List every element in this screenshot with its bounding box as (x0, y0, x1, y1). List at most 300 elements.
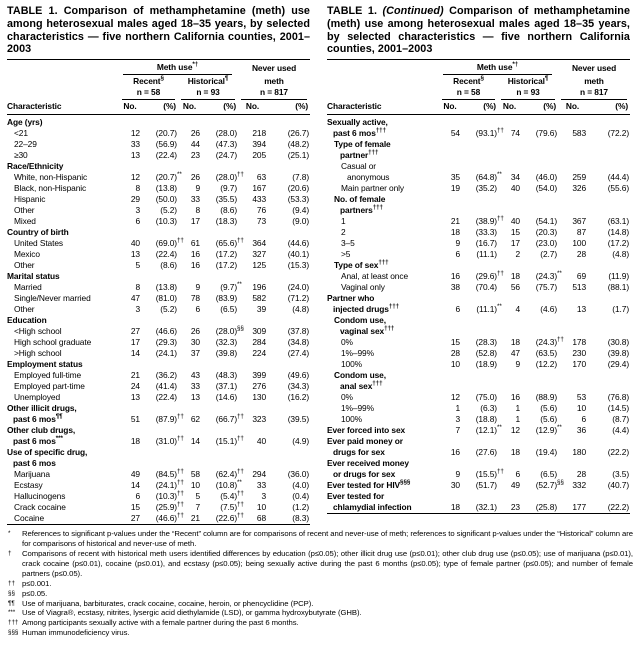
cell-percent: (11.1)** (476, 303, 502, 315)
cell-count: 582 (252, 293, 267, 304)
cell-percent: (13.8) (155, 183, 177, 194)
footnote (7, 628, 633, 638)
cell-count: 47 (510, 348, 520, 359)
footnote-symbol: §§§ (8, 629, 19, 637)
cell-count: 40 (510, 216, 520, 227)
row-label: Mixed (14, 216, 36, 227)
table-row (327, 216, 630, 227)
cell-percent: (34.8) (287, 337, 310, 348)
table-row (327, 414, 630, 425)
cell-count: 18 (130, 436, 140, 447)
cell-count: 7 (455, 425, 460, 436)
cell-count: 327 (252, 249, 267, 260)
row-label: Age (yrs) (7, 117, 43, 128)
cell-count: 76 (256, 205, 267, 216)
cell-percent: (28.0) (215, 128, 238, 139)
cell-count: 9 (195, 282, 200, 293)
footnote-symbol: ¶¶ (8, 599, 15, 607)
cell-percent: (2.7) (540, 249, 558, 260)
cell-percent: (5.2) (160, 304, 177, 315)
cell-percent: (93.1)†† (475, 127, 504, 139)
footnote (7, 599, 633, 609)
table-row (7, 183, 310, 194)
cell-percent: (22.6)†† (215, 512, 244, 524)
cell-count: 6 (135, 216, 140, 227)
cell-percent: (20.7)** (155, 171, 182, 183)
table-group-row (327, 370, 630, 392)
cell-count: 33 (256, 480, 267, 491)
cell-percent: (70.4) (475, 282, 497, 293)
cell-percent: (29.6)†† (475, 270, 504, 282)
cell-count: 19 (450, 183, 460, 194)
table-row (7, 392, 310, 403)
row-label: Crack cocaine (14, 502, 66, 513)
row-label: ≥30 (14, 150, 28, 161)
cell-count: 56 (510, 282, 520, 293)
row-label: Hispanic (14, 194, 46, 205)
column-header-pct: (%) (521, 100, 558, 115)
cell-percent: (51.7) (475, 480, 497, 491)
table-row (327, 425, 630, 436)
cell-percent: (18.9) (475, 359, 497, 370)
footnote-marker: ††† (372, 380, 383, 388)
table-row (7, 172, 310, 183)
cell-percent: (22.4) (155, 249, 177, 260)
cell-percent: (5.6) (540, 403, 558, 414)
cell-count: 28 (576, 249, 587, 260)
cell-count: 30 (450, 480, 460, 491)
cell-count: 6 (455, 249, 460, 260)
table-row (7, 502, 310, 513)
column-subgroup-never-used: meth n = 817 (558, 75, 630, 100)
cell-count: 73 (256, 216, 267, 227)
cell-percent: (54.0) (535, 183, 558, 194)
cell-percent: (20.6) (287, 183, 310, 194)
cell-percent: (11.1) (476, 249, 497, 260)
row-label: Country of birth (7, 227, 69, 238)
cell-count: 23 (190, 150, 200, 161)
cell-count: 4 (515, 304, 520, 315)
data-table (7, 59, 310, 525)
row-label: Marijuana (14, 469, 50, 480)
table-row (327, 161, 630, 183)
table-row (7, 304, 310, 315)
row-label: 1%–99% (341, 403, 374, 414)
cell-percent: (75.0) (475, 392, 497, 403)
cell-count: 6 (515, 469, 520, 480)
cell-percent: (64.8)** (475, 171, 502, 183)
row-label: Anal, at least once (341, 271, 409, 282)
table-row (327, 183, 630, 194)
row-label: >High school (14, 348, 62, 359)
cell-count: 399 (252, 370, 267, 381)
cell-percent: (22.4) (155, 150, 177, 161)
cell-count: 14 (190, 436, 200, 447)
cell-percent: (37.1) (215, 381, 238, 392)
cell-count: 326 (572, 183, 587, 194)
row-label: Ever tested for chlamydial infection (327, 491, 412, 513)
cell-percent: (25.8) (535, 502, 558, 513)
cell-percent: (3.5) (612, 469, 630, 480)
cell-count: 9 (515, 359, 520, 370)
cell-count: 13 (130, 392, 140, 403)
cell-count: 39 (256, 304, 267, 315)
table-group-row (327, 139, 630, 161)
table-row (7, 150, 310, 161)
cell-count: 130 (252, 392, 267, 403)
row-label: Hallucinogens (14, 491, 66, 502)
cell-percent: (4.6) (540, 304, 558, 315)
cell-percent: (35.5) (215, 194, 238, 205)
column-group-meth-use: Meth use*† (439, 60, 558, 76)
cell-count: 6 (135, 491, 140, 502)
footnote-marker: *** (55, 435, 63, 443)
table-title-right-rest: Comparison of methamphetamine (meth) use among heterosexual males aged 18–35 years, by selected characteristics — five northern California counties, 2001–2003 (327, 5, 631, 56)
row-label: Condom use, vaginal sex††† (334, 315, 395, 337)
cell-percent: (32.1) (475, 502, 497, 513)
cell-count: 24 (130, 381, 140, 392)
column-subgroup-historical: Historical¶ n = 93 (498, 75, 558, 100)
cell-count: 21 (130, 370, 140, 381)
table-group-row (7, 271, 310, 282)
cell-count: 43 (190, 370, 200, 381)
cell-count: 40 (256, 436, 267, 447)
cell-count: 16 (450, 271, 460, 282)
row-label: Unemployed (14, 392, 61, 403)
cell-percent: (22.2) (607, 502, 630, 513)
row-label: No. of female partners††† (334, 194, 386, 216)
row-label: Type of sex††† (334, 259, 389, 271)
cell-percent: (17.2) (215, 249, 238, 260)
cell-count: 12 (130, 128, 140, 139)
cell-count: 53 (576, 392, 587, 403)
row-label: Vaginal only (341, 282, 385, 293)
cell-percent: (10.8)** (215, 479, 242, 491)
table-row (327, 293, 630, 315)
footnote-text: Use of marijuana, barbiturates, crack cocaine, cocaine, heroin, or phencyclidine (PCP). (22, 598, 314, 608)
cell-count: 6 (455, 304, 460, 315)
cell-percent: (83.9) (215, 293, 238, 304)
cell-percent: (5.6) (540, 414, 558, 425)
cell-count: 13 (576, 304, 587, 315)
cell-percent: (40.7) (607, 480, 630, 491)
table-row (7, 348, 310, 359)
row-label: Mexico (14, 249, 40, 260)
footnote-text: Among participants sexually active with a female partner during the past 6 months. (22, 618, 299, 628)
table-title-right-prefix: TABLE 1. (327, 5, 383, 17)
cell-count: 3 (135, 205, 140, 216)
cell-count: 8 (135, 183, 140, 194)
table-group-row (327, 315, 630, 337)
cell-percent: (0.4) (292, 491, 310, 502)
cell-percent: (66.7)†† (215, 413, 244, 425)
cell-count: 167 (252, 183, 267, 194)
row-label: >5 (341, 249, 351, 260)
table-row (7, 249, 310, 260)
table-row (7, 293, 310, 304)
cell-count: 54 (450, 128, 460, 139)
cell-percent: (71.2) (287, 293, 310, 304)
cell-count: 18 (450, 502, 460, 513)
row-label: Single/Never married (14, 293, 91, 304)
cell-count: 13 (130, 150, 140, 161)
footnotes (7, 529, 633, 638)
footnote-marker: §§§ (400, 479, 411, 487)
column-header-pct: (%) (141, 100, 178, 115)
cell-percent: (63.1) (607, 216, 630, 227)
cell-percent: (4.9) (292, 436, 310, 447)
cell-percent: (8.3) (292, 513, 310, 524)
table-row (327, 249, 630, 260)
footnote-text: Comparisons of recent with historical meth users identified differences by education (p≤0.05); other illicit drug use (p≤0.01); other club drug use (p≤0.05); use of marijuana (p≤0.01), crack cocaine (p≤0.01), cocaine (p≤0.01), and ecstasy (p≤0.05); being sexually active during the past 6 months (p≤0.05); type of female partner (p≤0.05); and number of female partners (p≤0.05). (22, 549, 633, 578)
cell-percent: (17.2) (215, 260, 238, 271)
cell-percent: (15.3) (287, 260, 310, 271)
cell-count: 3 (135, 304, 140, 315)
table-group-row (7, 315, 310, 326)
cell-count: 12 (450, 392, 460, 403)
cell-percent: (49.6) (287, 370, 310, 381)
cell-count: 367 (572, 216, 587, 227)
row-label: Ever received money or drugs for sex (327, 458, 409, 480)
row-label: 1%–99% (341, 348, 374, 359)
cell-percent: (53.3) (287, 194, 310, 205)
cell-count: 49 (510, 480, 520, 491)
table-group-row (7, 161, 310, 172)
table-row (7, 469, 310, 480)
row-label: 0% (341, 392, 353, 403)
cell-count: 583 (572, 128, 587, 139)
cell-percent: (6.3) (480, 403, 497, 414)
cell-percent: (52.7)§§ (535, 479, 564, 491)
row-label: 2 (341, 227, 346, 238)
table-row (7, 370, 310, 381)
cell-count: 16 (510, 392, 520, 403)
cell-count: 16 (190, 249, 200, 260)
cell-percent: (28.0)§§ (215, 325, 244, 337)
cell-percent: (48.2) (287, 139, 310, 150)
table-panel-left (7, 5, 310, 525)
cell-percent: (24.1) (155, 348, 177, 359)
cell-percent: (55.6) (607, 183, 630, 194)
cell-count: 15 (450, 337, 460, 348)
cell-count: 18 (510, 447, 520, 458)
cell-count: 78 (190, 293, 200, 304)
row-label: Education (7, 315, 47, 326)
cell-count: 513 (572, 282, 587, 293)
cell-count: 14 (130, 348, 140, 359)
cell-percent: (39.5) (287, 414, 310, 425)
table-row (327, 458, 630, 480)
cell-count: 18 (510, 337, 520, 348)
cell-percent: (33.3) (475, 227, 497, 238)
row-label: Employed part-time (14, 381, 85, 392)
cell-count: 9 (455, 469, 460, 480)
cell-percent: (24.0) (287, 282, 310, 293)
cell-count: 62 (190, 414, 200, 425)
cell-percent: (7.5)†† (220, 501, 244, 513)
cell-percent: (54.1) (535, 216, 558, 227)
cell-count: 196 (252, 282, 267, 293)
cell-percent: (62.4)†† (215, 468, 244, 480)
column-header-no: No. (558, 100, 587, 115)
cell-percent: (20.3) (535, 227, 558, 238)
row-label: Ecstasy (14, 480, 43, 491)
footnote-marker: ¶¶ (55, 413, 63, 421)
table-title-continued: (Continued) (382, 5, 444, 17)
cell-percent: (4.0) (292, 480, 310, 491)
row-label: Main partner only (341, 183, 405, 194)
cell-count: 10 (450, 359, 460, 370)
cell-count: 5 (195, 491, 200, 502)
cell-count: 2 (515, 249, 520, 260)
table-row (327, 227, 630, 238)
cell-percent: (24.7) (215, 150, 238, 161)
row-label: 0% (341, 337, 353, 348)
column-header-no: No. (238, 100, 267, 115)
cell-percent: (56.9) (155, 139, 177, 150)
cell-percent: (31.0)†† (155, 435, 184, 447)
row-label: Other (14, 205, 35, 216)
cell-percent: (84.5)†† (155, 468, 184, 480)
footnote-marker: § (480, 75, 484, 83)
cell-count: 218 (252, 128, 267, 139)
cell-count: 26 (190, 172, 200, 183)
cell-count: 33 (130, 139, 140, 150)
cell-count: 37 (190, 348, 200, 359)
cell-percent: (24.3)†† (535, 336, 564, 348)
cell-count: 6 (581, 414, 587, 425)
cell-count: 27 (130, 513, 140, 524)
cell-percent: (15.5)†† (475, 468, 504, 480)
row-label: 3–5 (341, 238, 355, 249)
cell-percent: (37.8) (287, 326, 310, 337)
table-row (327, 337, 630, 348)
cell-percent: (47.3) (215, 139, 238, 150)
cell-count: 309 (252, 326, 267, 337)
cell-count: 18 (510, 271, 520, 282)
cell-percent: (36.0) (287, 469, 310, 480)
cell-percent: (14.6) (215, 392, 238, 403)
table-row (327, 392, 630, 403)
cell-count: 12 (130, 172, 140, 183)
footnote-symbol: *** (8, 609, 16, 617)
footnote-marker: ††† (368, 149, 379, 157)
column-header-pct: (%) (587, 100, 630, 115)
cell-percent: (11.9) (608, 271, 630, 282)
row-label: Marital status (7, 271, 60, 282)
row-label: Other (14, 260, 35, 271)
cell-percent: (14.5) (607, 403, 630, 414)
cell-count: 294 (252, 469, 267, 480)
cell-count: 180 (572, 447, 587, 458)
cell-percent: (14.8) (607, 227, 630, 238)
cell-count: 9 (455, 238, 460, 249)
cell-count: 5 (135, 260, 140, 271)
row-label: <High school (14, 326, 62, 337)
row-label: Ever paid money or drugs for sex (327, 436, 403, 458)
footnote (7, 529, 633, 549)
row-label: Sexually active, past 6 mos††† (327, 117, 388, 139)
cell-percent: (24.1)†† (155, 479, 184, 491)
cell-percent: (35.2) (475, 183, 497, 194)
cell-percent: (5.4)†† (220, 490, 244, 502)
cell-percent: (46.6)†† (155, 512, 184, 524)
cell-percent: (75.7) (535, 282, 558, 293)
footnote (7, 579, 633, 589)
cell-percent: (25.1) (287, 150, 310, 161)
cell-percent: (38.9)†† (475, 215, 504, 227)
cell-count: 47 (130, 293, 140, 304)
row-label: Other illicit drugs, past 6 mos¶¶ (7, 403, 77, 425)
column-header-pct: (%) (267, 100, 310, 115)
row-label: <21 (14, 128, 28, 139)
footnote-text: p≤0.001. (22, 578, 52, 588)
cell-count: 3 (455, 414, 460, 425)
cell-count: 10 (256, 502, 267, 513)
table-row (7, 491, 310, 502)
cell-count: 21 (190, 513, 200, 524)
row-label: 1 (341, 216, 346, 227)
table-row (7, 381, 310, 392)
footnote-symbol: ††† (8, 619, 19, 627)
cell-count: 14 (130, 480, 140, 491)
table-row (327, 271, 630, 282)
cell-count: 18 (450, 227, 460, 238)
footnote (7, 608, 633, 618)
column-subgroup-recent: Recent§ n = 58 (439, 75, 498, 100)
footnote-text: References to significant p-values under the “Recent” column are for comparisons of recent and never-use of meth; references to significant p-values under the “Historical” column are for comparisons of historical and never-use of meth. (22, 529, 633, 549)
cell-percent: (88.9) (535, 392, 558, 403)
cell-count: 332 (572, 480, 587, 491)
cell-percent: (5.2) (160, 205, 177, 216)
cell-count: 230 (572, 348, 587, 359)
table-group-row (7, 115, 310, 129)
cell-percent: (16.2) (287, 392, 310, 403)
footnote-marker: ††† (388, 303, 400, 311)
cell-percent: (9.7)** (220, 281, 242, 293)
footnote (7, 549, 633, 579)
cell-count: 49 (130, 469, 140, 480)
table-row (7, 326, 310, 337)
cell-percent: (6.5) (540, 469, 558, 480)
cell-percent: (28.0)†† (215, 171, 244, 183)
cell-count: 177 (572, 502, 587, 513)
column-header-no: No. (498, 100, 521, 115)
table-row (327, 480, 630, 491)
cell-percent: (18.3) (215, 216, 238, 227)
cell-count: 170 (572, 359, 587, 370)
cell-percent: (40.1) (287, 249, 310, 260)
cell-count: 284 (252, 337, 267, 348)
cell-percent: (81.0) (155, 293, 177, 304)
cell-percent: (23.0) (535, 238, 558, 249)
cell-count: 3 (261, 491, 267, 502)
table-row (327, 436, 630, 458)
cell-percent: (30.8) (607, 337, 630, 348)
footnote (7, 589, 633, 599)
row-label: 100% (341, 414, 363, 425)
table-row (7, 139, 310, 150)
cell-percent: (9.4) (292, 205, 310, 216)
cell-percent: (19.4) (535, 447, 558, 458)
cell-count: 36 (576, 425, 587, 436)
cell-count: 58 (190, 469, 200, 480)
meth-table-right (327, 59, 630, 514)
row-label: Employment status (7, 359, 83, 370)
cell-percent: (39.8) (215, 348, 238, 359)
cell-count: 34 (510, 172, 520, 183)
table-row (327, 491, 630, 514)
